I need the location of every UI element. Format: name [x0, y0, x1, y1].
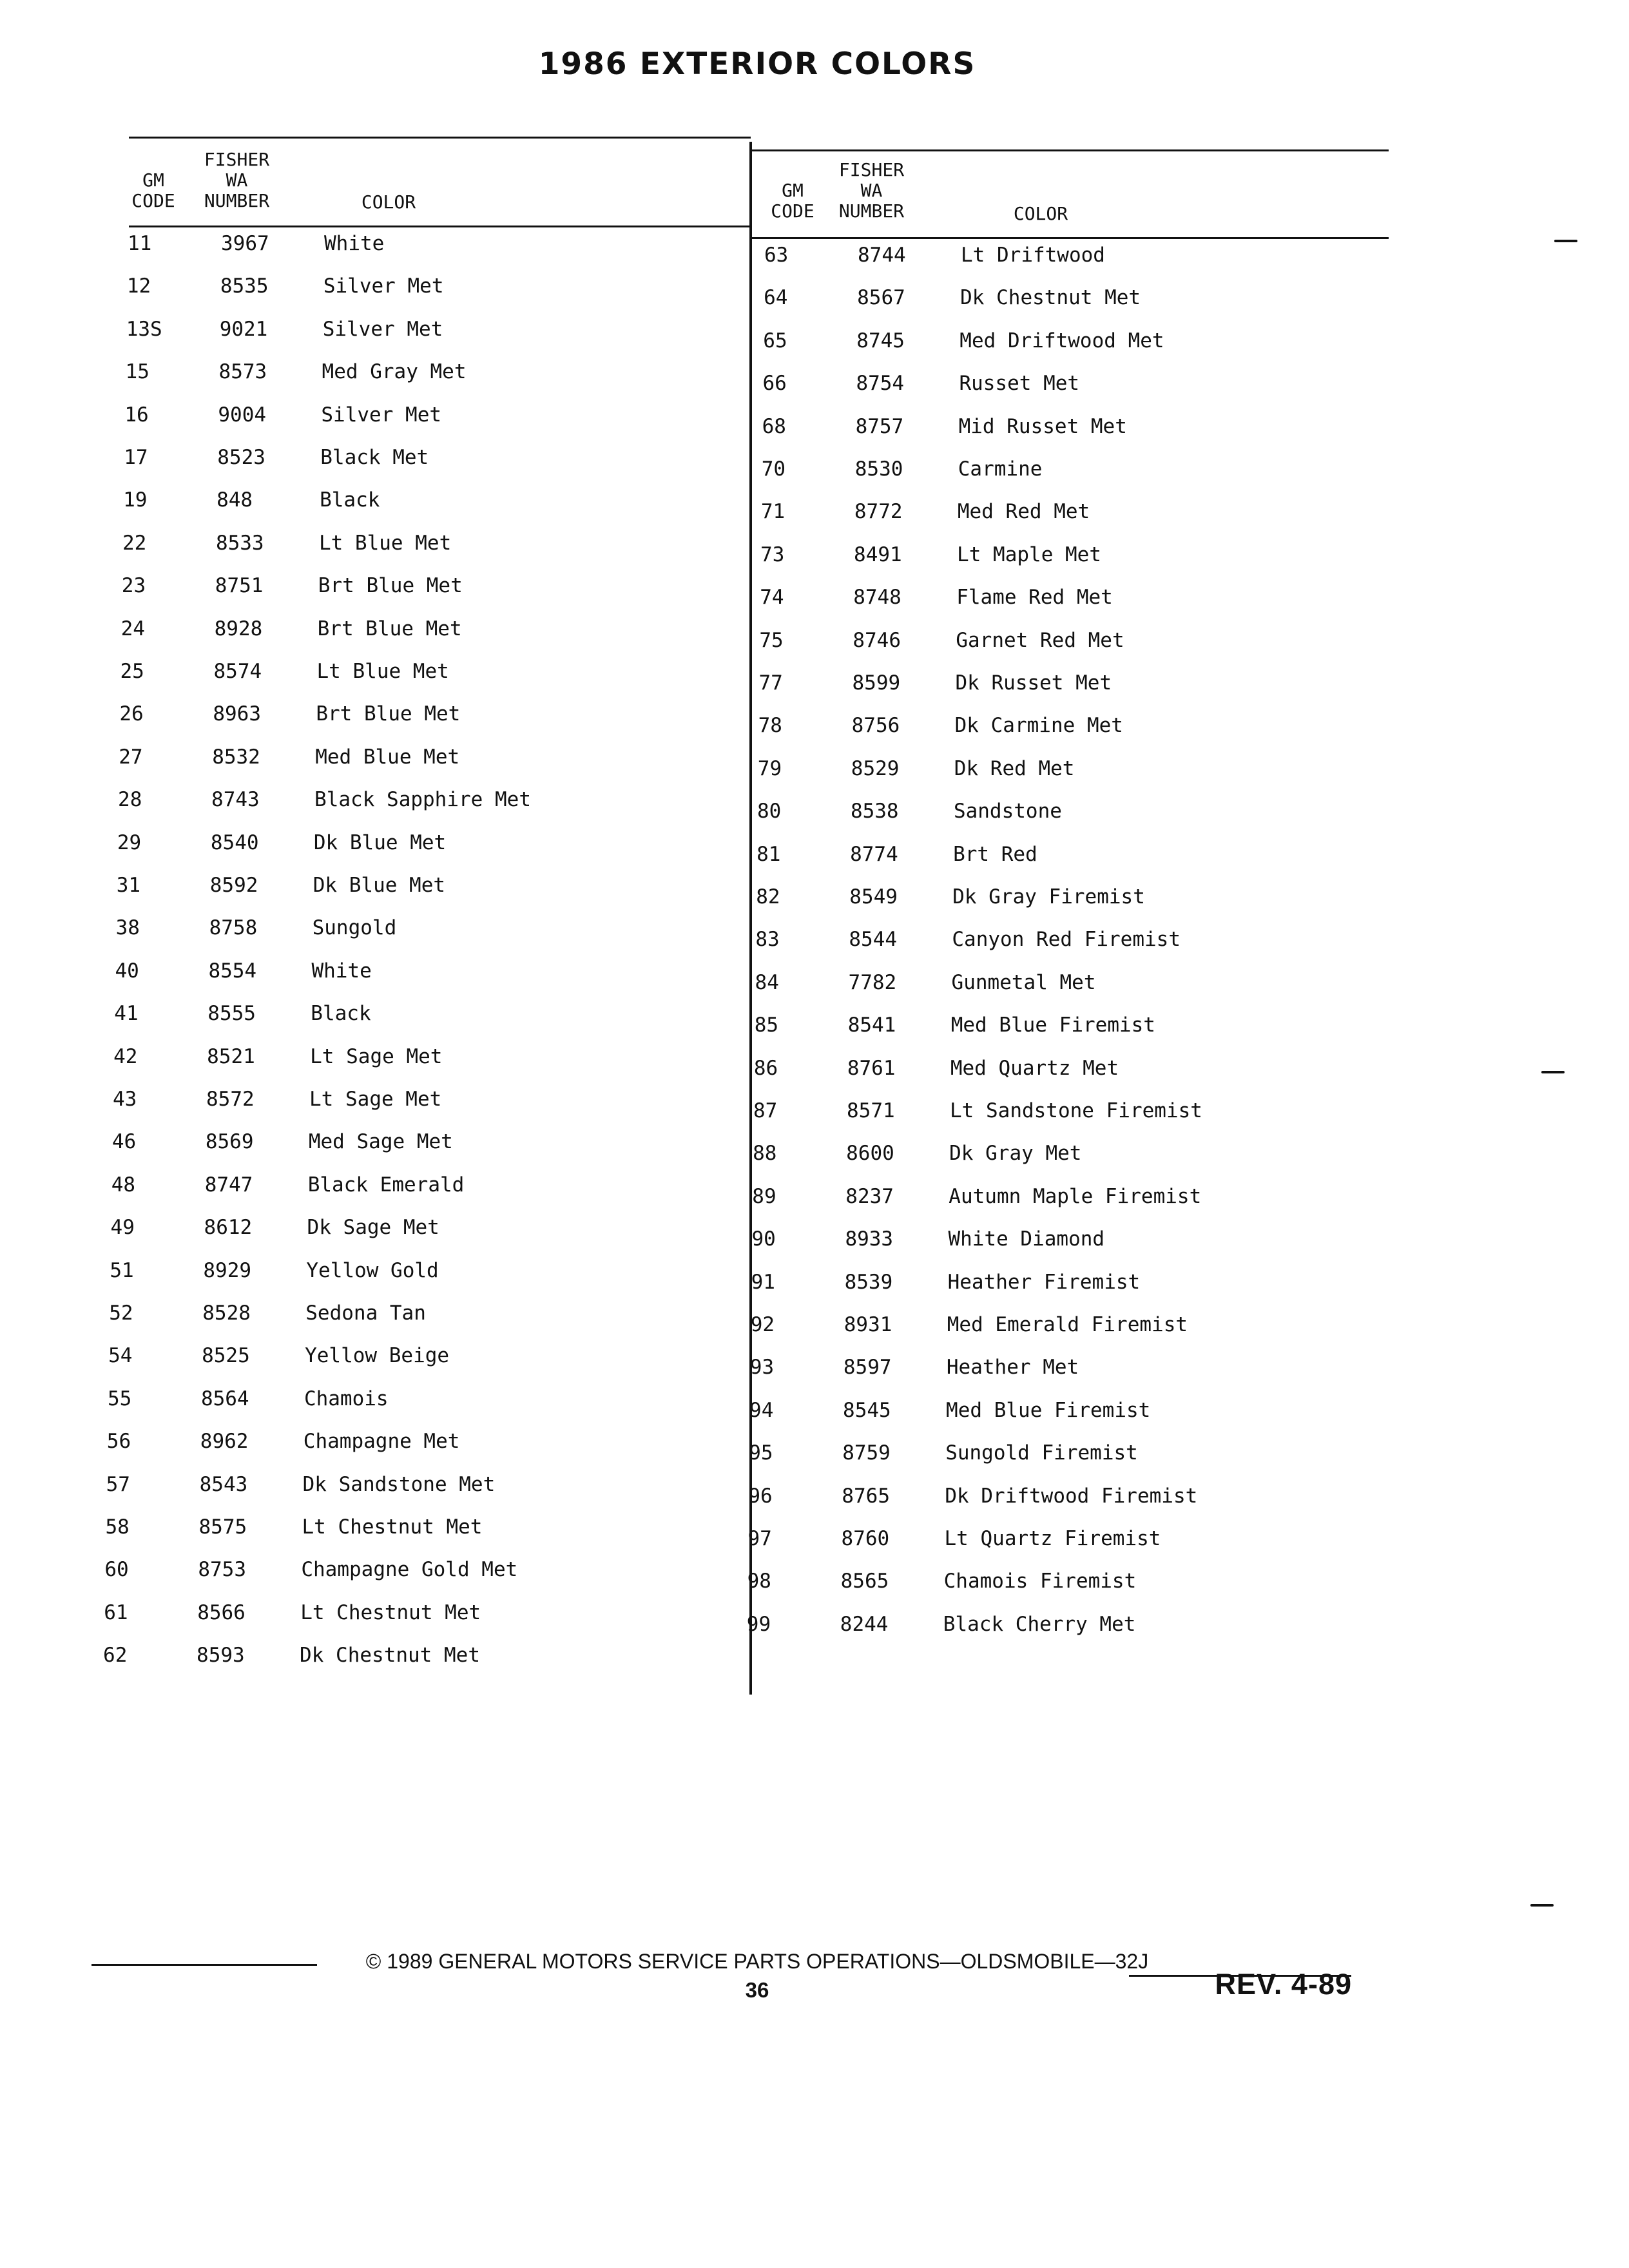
header-gm-code-right	[760, 180, 825, 222]
fisher-number-cell: 8765	[842, 1484, 890, 1508]
fisher-number-cell: 8566	[197, 1600, 246, 1624]
header-gm-code-right-line1: GM	[782, 180, 804, 201]
color-name-cell: Med Emerald Firemist	[947, 1313, 1188, 1336]
color-name-cell: Heather Met	[946, 1356, 1079, 1379]
fisher-number-cell: 8533	[215, 531, 264, 555]
fisher-number-cell: 8758	[209, 916, 258, 940]
gm-code-cell: 92	[750, 1313, 775, 1336]
color-name-cell: Black Cherry Met	[943, 1612, 1136, 1636]
gm-code-cell: 97	[747, 1527, 772, 1550]
fisher-number-cell: 8933	[845, 1227, 894, 1251]
color-name-cell: Sungold Firemist	[945, 1441, 1138, 1465]
gm-code-cell: 26	[119, 702, 144, 726]
color-name-cell: Med Red Met	[957, 500, 1090, 524]
gm-code-cell: 91	[751, 1270, 775, 1294]
gm-code-cell: 25	[120, 660, 144, 683]
header-color: COLOR	[361, 191, 416, 213]
color-name-cell: Yellow Beige	[305, 1344, 450, 1368]
header-fisher-right-line3: NUMBER	[838, 200, 905, 222]
gm-code-cell: 71	[760, 500, 786, 524]
fisher-number-cell: 8544	[849, 928, 898, 952]
gm-code-cell: 95	[749, 1441, 773, 1465]
fisher-number-cell: 8760	[841, 1527, 890, 1550]
page-number: 36	[745, 1978, 769, 2002]
color-name-cell: Champagne Met	[303, 1430, 460, 1454]
gm-code-cell: 12	[126, 274, 151, 298]
color-name-cell: Black	[311, 1002, 371, 1026]
fisher-number-cell: 8756	[851, 714, 900, 738]
color-name-cell: Brt Blue Met	[316, 702, 461, 726]
color-name-cell: Dk Chestnut Met	[960, 286, 1141, 310]
gm-code-cell: 43	[113, 1088, 137, 1111]
gm-code-cell: 63	[764, 244, 789, 267]
color-name-cell: Lt Sage Met	[310, 1044, 443, 1068]
color-name-cell: Dk Blue Met	[313, 831, 447, 854]
gm-code-cell: 86	[753, 1056, 778, 1080]
gm-code-cell: 79	[757, 756, 782, 780]
fisher-number-cell: 8545	[843, 1398, 891, 1422]
fisher-number-cell: 8523	[217, 446, 265, 469]
color-name-cell: Sedona Tan	[305, 1302, 426, 1325]
header-fisher-line2: WA	[226, 169, 248, 191]
color-name-cell: Sandstone	[953, 800, 1062, 823]
fisher-number-cell: 8599	[852, 671, 901, 695]
fisher-number-cell: 8564	[200, 1387, 249, 1410]
fisher-number-cell: 8963	[213, 702, 261, 726]
fisher-number-cell: 8529	[851, 756, 900, 780]
gm-code-cell: 49	[110, 1216, 135, 1240]
gm-code-cell: 41	[114, 1002, 139, 1026]
fisher-number-cell: 8554	[208, 959, 257, 983]
color-name-cell: Dk Sandstone Met	[302, 1472, 496, 1496]
fisher-number-cell: 8744	[858, 244, 906, 267]
gm-code-cell: 28	[118, 788, 142, 812]
fisher-number-cell: 8528	[202, 1302, 251, 1325]
gm-code-cell: 60	[104, 1558, 129, 1582]
header-gm-code-right-line2: CODE	[771, 200, 815, 222]
fisher-number-cell: 8539	[844, 1270, 893, 1294]
fisher-number-cell: 8237	[845, 1184, 894, 1208]
fisher-number-cell: 8573	[218, 360, 267, 384]
gm-code-cell: 65	[763, 329, 787, 352]
color-name-cell: Lt Blue Met	[318, 531, 452, 555]
fisher-number-cell: 8244	[840, 1612, 889, 1636]
fisher-number-cell: 8759	[842, 1441, 891, 1465]
color-name-cell: Silver Met	[323, 274, 444, 298]
gm-code-cell: 80	[757, 800, 782, 823]
gm-code-cell: 24	[120, 617, 145, 640]
header-bottom-rule-right	[751, 237, 1389, 239]
gm-code-cell: 55	[107, 1387, 132, 1410]
color-name-cell: Flame Red Met	[956, 586, 1113, 610]
header-fisher-line3: NUMBER	[204, 190, 270, 211]
color-name-cell: Dk Carmine Met	[954, 714, 1123, 738]
color-name-cell: Black Sapphire Met	[314, 788, 531, 812]
color-name-cell: Garnet Red Met	[956, 628, 1124, 652]
gm-code-cell: 15	[125, 360, 149, 384]
gm-code-cell: 83	[755, 928, 780, 952]
gm-code-cell: 96	[748, 1484, 773, 1508]
gm-code-cell: 70	[761, 457, 786, 481]
fisher-number-cell: 8747	[204, 1173, 253, 1196]
color-name-cell: Dk Red Met	[954, 756, 1075, 780]
fisher-number-cell: 8565	[840, 1570, 889, 1593]
color-name-cell: Silver Met	[322, 317, 443, 341]
page-title: 1986 EXTERIOR COLORS	[538, 46, 976, 82]
color-name-cell: Med Blue Firemist	[950, 1014, 1155, 1037]
gm-code-cell: 88	[753, 1142, 777, 1166]
color-name-cell: Sungold	[312, 916, 397, 940]
color-name-cell: Gunmetal Met	[951, 970, 1096, 994]
color-name-cell: Med Sage Met	[308, 1130, 453, 1154]
gm-code-cell: 48	[111, 1173, 136, 1196]
gm-code-cell: 89	[752, 1184, 776, 1208]
gm-code-cell: 68	[762, 414, 786, 438]
color-name-cell: Brt Blue Met	[318, 574, 463, 598]
gm-code-cell: 82	[756, 885, 780, 908]
header-gm-code-line1: GM	[142, 169, 164, 191]
gm-code-cell: 78	[758, 714, 782, 738]
gm-code-cell: 98	[747, 1570, 771, 1593]
color-name-cell: White	[324, 232, 385, 255]
gm-code-cell: 51	[110, 1258, 134, 1282]
gm-code-cell: 99	[746, 1612, 771, 1636]
gm-code-cell: 46	[111, 1130, 137, 1154]
header-gm-code-line2: CODE	[131, 190, 175, 211]
fisher-number-cell: 7782	[848, 970, 897, 994]
gm-code-cell: 61	[104, 1600, 128, 1624]
color-name-cell: Champagne Gold Met	[301, 1558, 518, 1582]
fisher-number-cell: 8774	[850, 842, 898, 866]
gm-code-cell: 57	[106, 1472, 130, 1496]
color-name-cell: Med Driftwood Met	[959, 329, 1164, 352]
edge-mark	[1541, 1071, 1565, 1073]
fisher-number-cell: 8530	[854, 457, 903, 481]
gm-code-cell: 74	[760, 586, 784, 610]
gm-code-cell: 19	[123, 488, 148, 512]
color-name-cell: Canyon Red Firemist	[952, 928, 1181, 952]
color-name-cell: Black Emerald	[307, 1173, 465, 1196]
fisher-number-cell: 8574	[213, 660, 262, 683]
fisher-number-cell: 8962	[200, 1430, 249, 1454]
header-fisher-line1: FISHER	[204, 149, 270, 170]
color-name-cell: Dk Gray Met	[949, 1142, 1082, 1166]
fisher-number-cell: 8931	[843, 1313, 892, 1336]
color-name-cell: Med Blue Met	[315, 745, 460, 769]
fisher-number-cell: 3967	[221, 232, 269, 255]
fisher-number-cell: 8541	[847, 1014, 896, 1037]
gm-code-cell: 62	[103, 1644, 128, 1667]
color-name-cell: Brt Red	[953, 842, 1037, 866]
fisher-number-cell: 8746	[853, 628, 901, 652]
fisher-number-cell: 8751	[215, 574, 264, 598]
fisher-number-cell: 8753	[198, 1558, 246, 1582]
color-name-cell: White Diamond	[948, 1227, 1105, 1251]
edge-mark	[1530, 1904, 1554, 1907]
color-name-cell: Carmine	[958, 457, 1043, 481]
gm-code-cell: 64	[764, 286, 788, 310]
header-fisher-wa-number	[197, 149, 277, 211]
gm-code-cell: 73	[760, 543, 785, 566]
fisher-number-cell: 8535	[220, 274, 269, 298]
color-name-cell: Dk Driftwood Firemist	[945, 1484, 1198, 1508]
color-name-cell: Heather Firemist	[947, 1270, 1141, 1294]
gm-code-cell: 22	[122, 531, 147, 555]
gm-code-cell: 16	[124, 403, 149, 427]
color-name-cell: Dk Chestnut Met	[300, 1644, 481, 1667]
color-name-cell: Med Gray Met	[322, 360, 467, 384]
fisher-number-cell: 8569	[205, 1130, 254, 1154]
gm-code-cell: 52	[109, 1302, 133, 1325]
gm-code-cell: 56	[106, 1430, 131, 1454]
color-name-cell: Chamois Firemist	[943, 1570, 1137, 1593]
header-fisher-right-line2: WA	[860, 180, 883, 201]
footer-copyright: © 1989 GENERAL MOTORS SERVICE PARTS OPERATIONS—OLDSMOBILE—32J	[365, 1950, 1149, 1973]
fisher-number-cell: 8521	[207, 1044, 255, 1068]
color-name-cell: Autumn Maple Firemist	[949, 1184, 1202, 1208]
gm-code-cell: 42	[113, 1044, 138, 1068]
color-name-cell: Lt Sandstone Firemist	[950, 1099, 1202, 1122]
fisher-number-cell: 8597	[843, 1356, 892, 1379]
color-name-cell: Dk Russet Met	[955, 671, 1112, 695]
color-name-cell: White	[311, 959, 372, 983]
fisher-number-cell: 8555	[207, 1002, 256, 1026]
color-name-cell: Black Met	[320, 446, 429, 469]
color-name-cell: Lt Chestnut Met	[300, 1600, 481, 1624]
fisher-number-cell: 8612	[204, 1216, 253, 1240]
color-name-cell: Dk Blue Met	[313, 874, 446, 897]
color-name-cell: Mid Russet Met	[958, 414, 1127, 438]
color-name-cell: Lt Quartz Firemist	[944, 1527, 1161, 1550]
header-fisher-right-line1: FISHER	[838, 159, 905, 180]
gm-code-cell: 77	[758, 671, 783, 695]
fisher-number-cell: 8928	[214, 617, 263, 640]
gm-code-cell: 40	[115, 959, 139, 983]
header-fisher-wa-number-right	[831, 160, 912, 222]
table-top-rule-right	[751, 149, 1389, 151]
color-name-cell: Black	[320, 488, 380, 512]
fisher-number-cell: 8540	[210, 831, 259, 854]
gm-code-cell: 66	[762, 372, 787, 396]
fisher-number-cell: 8525	[202, 1344, 250, 1368]
fisher-number-cell: 9021	[219, 317, 268, 341]
gm-code-cell: 84	[755, 970, 779, 994]
color-name-cell: Med Quartz Met	[950, 1056, 1119, 1080]
fisher-number-cell: 8592	[209, 874, 258, 897]
fisher-number-cell: 848	[217, 488, 253, 512]
fisher-number-cell: 8575	[198, 1515, 247, 1539]
gm-code-cell: 27	[119, 745, 143, 769]
color-name-cell: Lt Driftwood	[961, 244, 1105, 267]
fisher-number-cell: 8543	[199, 1472, 248, 1496]
fisher-number-cell: 9004	[218, 403, 267, 427]
fisher-number-cell: 8745	[856, 329, 905, 352]
gm-code-cell: 81	[757, 842, 781, 866]
color-name-cell: Lt Maple Met	[957, 543, 1102, 566]
fisher-number-cell: 8572	[206, 1088, 255, 1111]
fisher-number-cell: 8929	[203, 1258, 252, 1282]
gm-code-cell: 31	[116, 874, 141, 897]
gm-code-cell: 93	[749, 1356, 775, 1379]
gm-code-cell: 90	[751, 1227, 776, 1251]
fisher-number-cell: 8757	[855, 414, 904, 438]
color-name-cell: Silver Met	[321, 403, 442, 427]
fisher-number-cell: 8600	[846, 1142, 894, 1166]
gm-code-cell: 23	[121, 574, 146, 598]
gm-code-cell: 17	[124, 446, 148, 469]
fisher-number-cell: 8748	[853, 586, 901, 610]
gm-code-cell: 58	[105, 1515, 130, 1539]
gm-code-cell: 38	[115, 916, 140, 940]
gm-code-cell: 94	[749, 1398, 774, 1422]
fisher-number-cell: 8538	[850, 800, 899, 823]
gm-code-cell: 87	[753, 1099, 778, 1122]
header-gm-code	[121, 170, 186, 211]
color-name-cell: Dk Sage Met	[307, 1216, 439, 1240]
color-name-cell: Brt Blue Met	[317, 617, 462, 640]
gm-code-cell: 54	[108, 1344, 133, 1368]
color-name-cell: Dk Gray Firemist	[952, 885, 1145, 908]
color-name-cell: Lt Sage Met	[309, 1088, 442, 1111]
edge-mark	[1554, 240, 1577, 242]
gm-code-cell: 75	[759, 628, 784, 652]
gm-code-cell: 11	[128, 232, 152, 255]
revision-label: REV. 4-89	[1215, 1968, 1352, 2001]
gm-code-cell: 85	[754, 1014, 779, 1037]
color-name-cell: Russet Met	[959, 372, 1080, 396]
table-top-rule-left	[129, 137, 751, 139]
fisher-number-cell: 8549	[849, 885, 898, 908]
color-name-cell: Med Blue Firemist	[946, 1398, 1151, 1422]
fisher-number-cell: 8761	[847, 1056, 896, 1080]
header-bottom-rule-left	[129, 226, 751, 227]
color-name-cell: Yellow Gold	[306, 1258, 439, 1282]
fisher-number-cell: 8754	[856, 372, 905, 396]
fisher-number-cell: 8491	[854, 543, 902, 566]
gm-code-cell: 29	[117, 831, 142, 854]
header-color-right: COLOR	[1013, 203, 1068, 224]
fisher-number-cell: 8567	[857, 286, 905, 310]
color-name-cell: Lt Blue Met	[316, 660, 449, 683]
fisher-number-cell: 8571	[847, 1099, 895, 1122]
fisher-number-cell: 8593	[197, 1644, 245, 1667]
color-name-cell: Lt Chestnut Met	[302, 1515, 483, 1539]
fisher-number-cell: 8743	[211, 788, 260, 812]
fisher-number-cell: 8532	[212, 745, 260, 769]
gm-code-cell: 13S	[126, 317, 162, 341]
color-name-cell: Chamois	[304, 1387, 389, 1410]
fisher-number-cell: 8772	[854, 500, 903, 524]
